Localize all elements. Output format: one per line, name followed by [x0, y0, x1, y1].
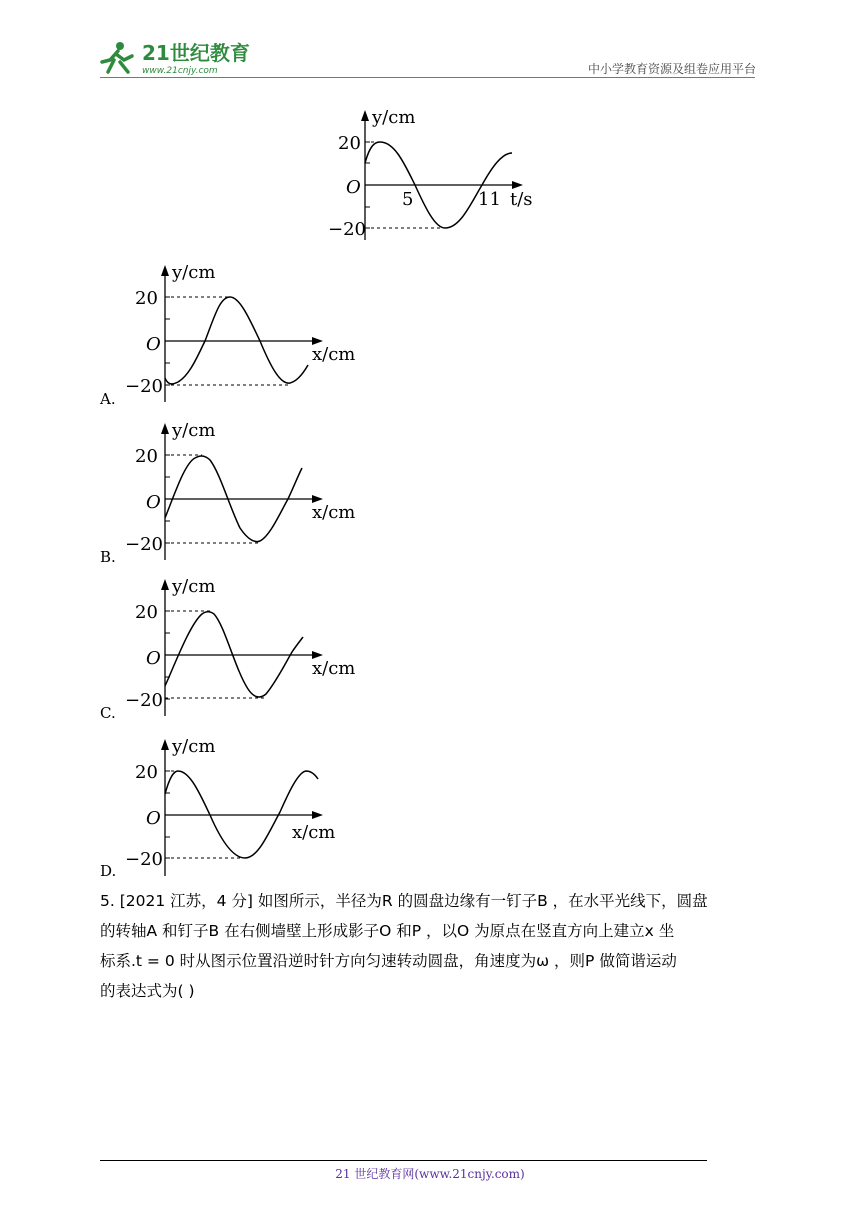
footer-link[interactable]: 21 世纪教育网(www.21cnjy.com) [335, 1167, 525, 1181]
option-c-graph [120, 574, 360, 719]
option-c-origin: O [146, 648, 161, 669]
option-a-y-min: −20 [125, 376, 163, 397]
option-b-y-max: 20 [135, 446, 158, 467]
x-axis-arrow [512, 181, 523, 189]
header-platform-text: 中小学教育资源及组卷应用平台 [587, 62, 756, 76]
option-a-origin: O [146, 334, 161, 355]
option-d-graph [120, 734, 360, 879]
option-c-x-label: x/cm [312, 658, 356, 679]
option-d-x-label: x/cm [292, 822, 336, 843]
option-b-label[interactable]: B. [100, 548, 116, 566]
option-b-y-label: y/cm [172, 420, 216, 441]
option-b-y-min: −20 [125, 534, 163, 555]
option-d-y-label: y/cm [172, 736, 216, 757]
option-b-origin: O [146, 492, 161, 513]
option-a-graph [120, 260, 360, 405]
logo-url-text: www.21cnjy.com [142, 66, 218, 76]
x-tick-5: 5 [402, 189, 414, 210]
option-c-label[interactable]: C. [100, 704, 116, 722]
option-a-y-label: y/cm [172, 262, 216, 283]
option-a-y-max: 20 [135, 288, 158, 309]
option-b-graph [120, 418, 360, 563]
footer-divider [100, 1160, 707, 1161]
y-axis-label: y/cm [372, 107, 416, 128]
option-d-y-min: −20 [125, 849, 163, 870]
question-line-3: 标系.t = 0 时从图示位置沿逆时针方向匀速转动圆盘，角速度为ω ，则P 做简谐运动 [100, 952, 677, 970]
question-line-1: 5. [2021 江苏，4 分] 如图所示，半径为R 的圆盘边缘有一钉子B ，在水平光线下，圆盘 [100, 892, 708, 910]
option-c-y-min: −20 [125, 690, 163, 711]
y-min-tick: −20 [328, 219, 366, 240]
option-d-label[interactable]: D. [100, 862, 117, 880]
x-axis-label: t/s [510, 189, 533, 210]
y-max-tick: 20 [338, 133, 361, 154]
option-d-origin: O [146, 808, 161, 829]
y-axis-arrow [361, 110, 369, 121]
option-c-y-max: 20 [135, 602, 158, 623]
question-graph [320, 105, 550, 245]
option-d-y-max: 20 [135, 762, 158, 783]
x-tick-11: 11 [478, 189, 501, 210]
option-a-label[interactable]: A. [100, 390, 116, 408]
option-a-x-label: x/cm [312, 344, 356, 365]
option-b-x-label: x/cm [312, 502, 356, 523]
question-line-4: 的表达式为( ) [100, 982, 195, 1000]
question-line-2: 的转轴A 和钉子B 在右侧墙壁上形成影子O 和P ，以O 为原点在竖直方向上建立x 坐 [100, 922, 675, 940]
option-c-y-label: y/cm [172, 576, 216, 597]
site-logo [98, 38, 263, 78]
runner-icon [102, 42, 132, 72]
question-text [100, 886, 760, 1006]
origin-label: O [346, 177, 361, 198]
logo-text: 21世纪教育 [142, 41, 250, 65]
header-divider [100, 77, 755, 78]
